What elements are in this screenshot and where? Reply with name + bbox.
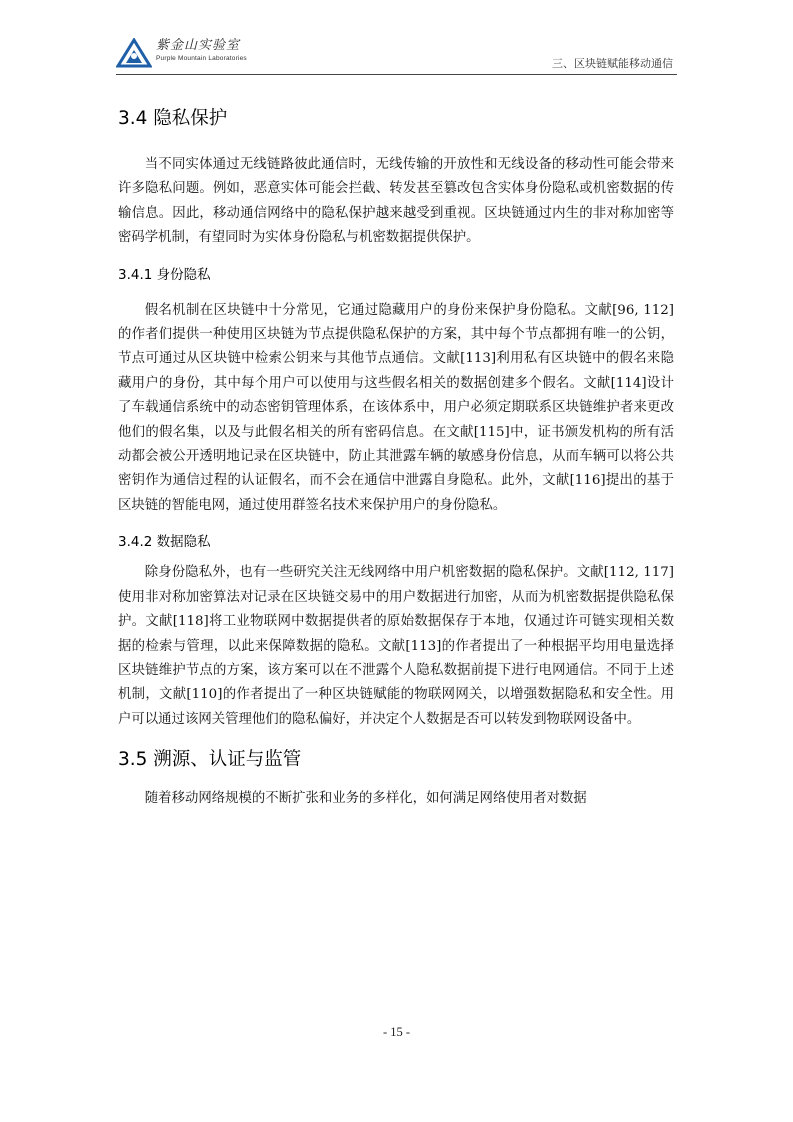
section-3-4-2-paragraph: 除身份隐私外，也有一些研究关注无线网络中用户机密数据的隐私保护。文献[112, 117]使用非对称加密算法对记录在区块链交易中的用户数据进行加密，从而为机密数据提供隐私保护。文献[118]将工业物联网中数据提供者的原始数据保存于本地，仅通过许可链实现相关数据的检索与管理，以此来保障数据的隐私。文献[113]的作者提出了一种根据平均用电量选择区块链维护节点的方案，该方案可以在不泄露个人隐私数据前提下进行电网通信。不同于上述机制，文献[110]的作者提出了一种区块链赋能的物联网网关，以增强数据隐私和安全性。用户可以通过该网关管理他们的隐私偏好，并决定个人数据是否可以转发到物联网设备中。 (118, 565, 674, 727)
mountain-logo-icon (116, 38, 152, 68)
logo (116, 38, 247, 70)
page-number: - 15 - (382, 1025, 411, 1039)
section-3-5-heading: 3.5 溯源、认证与监管 (118, 749, 302, 771)
page-header (116, 34, 677, 75)
logo-chinese-name: 紫金山实验室 (156, 38, 241, 53)
section-3-4-1-heading: 3.4.1 身份隐私 (118, 266, 211, 283)
section-3-4-paragraph: 当不同实体通过无线链路彼此通信时，无线传输的开放性和无线设备的移动性可能会带来许多隐私问题。例如，恶意实体可能会拦截、转发甚至篡改包含实体身份隐私或机密数据的传输信息。因此，移动通信网络中的隐私保护越来越受到重视。区块链通过内生的非对称加密等密码学机制，有望同时为实体身份隐私与机密数据提供保护。 (118, 157, 674, 246)
page-content (118, 100, 674, 812)
section-3-4-1-paragraph: 假名机制在区块链中十分常见，它通过隐藏用户的身份来保护身份隐私。文献[96, 112]的作者们提供一种使用区块链为节点提供隐私保护的方案，其中每个节点都拥有唯一的公钥，节点可通过从区块链中检索公钥来与其他节点通信。文献[113]利用私有区块链中的假名来隐藏用户的身份，其中每个用户可以使用与这些假名相关的数据创建多个假名。文献[114]设计了车载通信系统中的动态密钥管理体系，在该体系中，用户必须定期联系区块链维护者来更改他们的假名集，以及与此假名相关的所有密码信息。在文献[115]中，证书颁发机构的所有活动都会被公开透明地记录在区块链中，防止其泄露车辆的敏感身份信息，从而车辆可以将公共密钥作为通信过程的认证假名，而不会在通信中泄露自身隐私。此外，文献[116]提出的基于区块链的智能电网，通过使用群签名技术来保护用户的身份隐私。 (118, 302, 674, 513)
logo-english-name: Purple Mountain Laboratories (156, 55, 247, 62)
section-3-4-heading: 3.4 隐私保护 (118, 108, 228, 129)
section-3-5-paragraph: 随着移动网络规模的不断扩张和业务的多样化，如何满足网络使用者对数据 (144, 791, 587, 807)
section-3-4-2-heading: 3.4.2 数据隐私 (118, 534, 211, 551)
chapter-title: 三、区块链赋能移动通信 (552, 57, 673, 70)
